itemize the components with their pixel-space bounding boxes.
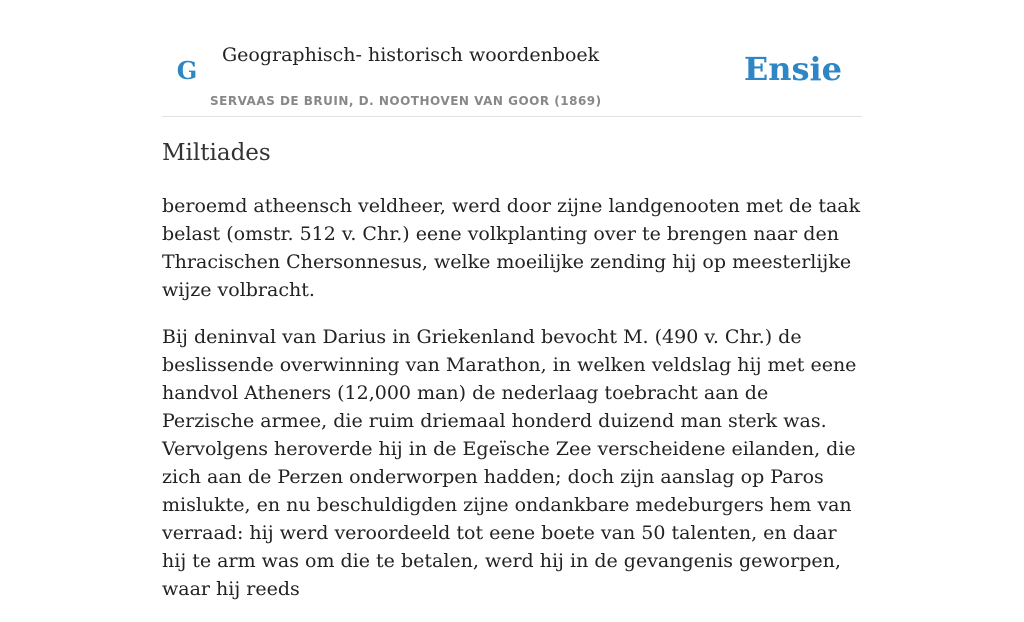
entry-body: [162, 192, 862, 622]
book-icon[interactable]: G: [176, 56, 198, 85]
book-author: SERVAAS DE BRUIN, D. NOOTHOVEN VAN GOOR (1869): [210, 94, 602, 108]
book-header: [162, 0, 862, 117]
ensie-logo-link[interactable]: Ensie: [743, 50, 842, 88]
book-title-link[interactable]: Geographisch- historisch woordenboek: [222, 44, 600, 66]
entry-paragraph-2: Bij deninval van Darius in Griekenland bevocht M. (490 v. Chr.) de beslissende overwinning van Marathon, in welken veldslag hij met eene handvol Atheners (12,000 man) de nederlaag toebracht aan de Perzische armee, die ruim driemaal honderd duizend man sterk was. Vervolgens heroverde hij in de Egeïsche Zee verscheidene eilanden, die zich aan de Perzen onderworpen hadden; doch zijn aanslag op Paros mislukte, en nu beschuldigden zijne ondankbare medeburgers hem van verraad: hij werd veroordeeld tot eene boete van 50 talenten, en daar hij te arm was om die te betalen, werd hij in de gevangenis geworpen, waar hij reeds: [162, 326, 857, 600]
entry-paragraph-1: beroemd atheensch veldheer, werd door zijne landgenooten met de taak belast (omstr. 512 v. Chr.) eene volkplanting over te brengen naar den Thracischen Chersonnesus, welke moeilijke zending hij op meesterlijke wijze volbracht.: [162, 195, 861, 301]
entry-title: Miltiades: [162, 140, 271, 166]
